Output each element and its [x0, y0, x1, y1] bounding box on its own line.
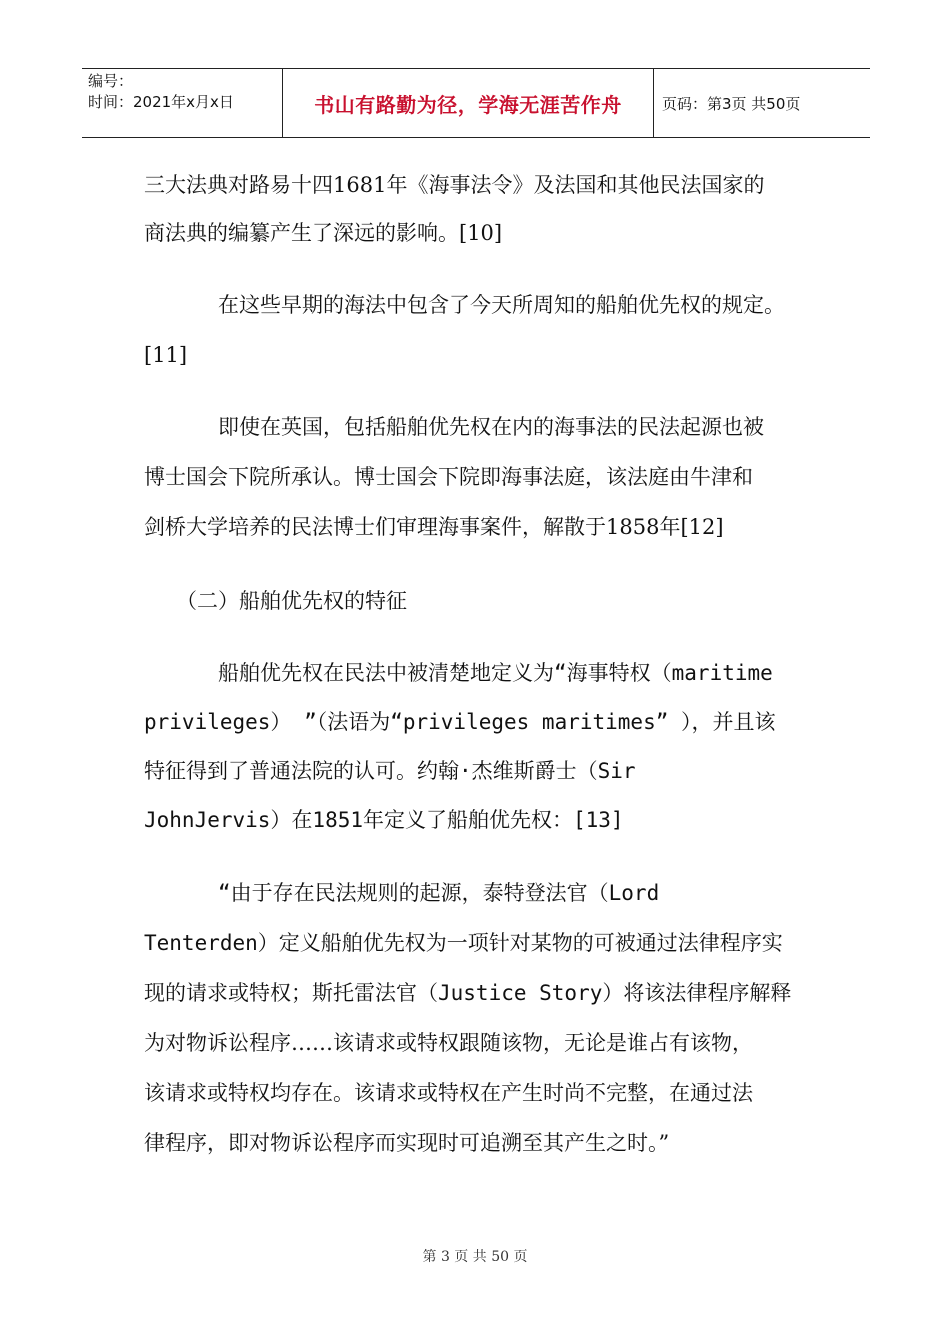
body-line: 博士国会下院所承认。博士国会下院即海事法庭，该法庭由牛津和 [144, 465, 753, 489]
body-line: 在这些早期的海法中包含了今天所周知的船舶优先权的规定。 [218, 293, 785, 317]
body-line: 律程序，即对物诉讼程序而实现时可追溯至其产生之时。” [144, 1131, 670, 1155]
body-line: JohnJervis）在1851年定义了船舶优先权：[13] [144, 808, 624, 832]
page-header [82, 68, 870, 138]
body-line: 三大法典对路易十四1681年《海事法令》及法国和其他民法国家的 [144, 173, 765, 197]
body-line: 特征得到了普通法院的认可。约翰·杰维斯爵士（Sir [144, 759, 636, 783]
section-heading: （二）船舶优先权的特征 [176, 589, 407, 613]
body-line: Tenterden）定义船舶优先权为一项针对某物的可被通过法律程序实 [144, 931, 783, 955]
document-date: 时间：2021年x月x日 [88, 93, 234, 111]
header-page-info [654, 69, 870, 137]
body-line: 现的请求或特权；斯托雷法官（Justice Story）将该法律程序解释 [144, 981, 792, 1005]
header-motto-cell [282, 69, 654, 137]
footer-page-number: 第 3 页 共 50 页 [422, 1249, 528, 1265]
header-info [82, 69, 282, 137]
body-line: [11] [144, 343, 188, 367]
body-line: “由于存在民法规则的起源，泰特登法官（Lord [218, 881, 660, 905]
body-line: 该请求或特权均存在。该请求或特权在产生时尚不完整，在通过法 [144, 1081, 753, 1105]
body-line: privileges） ”（法语为“privileges maritimes” ），并且该 [144, 710, 776, 734]
body-line: 为对物诉讼程序……该请求或特权跟随该物，无论是谁占有该物， [144, 1031, 753, 1055]
page-footer [0, 1246, 950, 1266]
body-line: 商法典的编纂产生了深远的影响。[10] [144, 221, 503, 245]
body-line: 即使在英国，包括船舶优先权在内的海事法的民法起源也被 [218, 415, 764, 439]
body-line: 船舶优先权在民法中被清楚地定义为“海事特权（maritime [218, 661, 773, 685]
body-line: 剑桥大学培养的民法博士们审理海事案件，解散于1858年[12] [144, 515, 724, 539]
document-number: 编号： [88, 72, 134, 90]
header-motto: 书山有路勤为径，学海无涯苦作舟 [314, 92, 622, 117]
header-page-number: 页码：第3页 共50页 [662, 94, 801, 113]
